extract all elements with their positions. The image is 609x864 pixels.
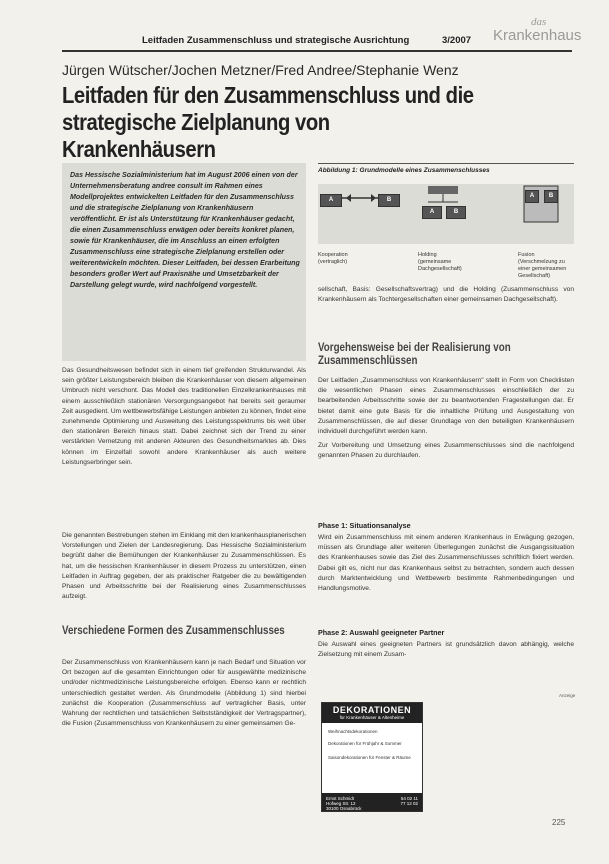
left-column-2 [62, 531, 306, 629]
journal-logo [493, 16, 582, 48]
label-fusion: Fusion (Verschmelzung zu einer gemeinsamen Gesellschaft) [518, 252, 567, 279]
paragraph: Zur Vorbereitung und Umsetzung eines Zusammenschlusses sind die nachfolgend genannten Phasen zu durchlaufen. [318, 442, 574, 460]
fusion-box-b: B [544, 190, 558, 203]
paragraph: Die Auswahl eines geeigneten Partners ist grundsätzlich davon abhängig, welche Zielsetzung mit einem Zusam- [318, 641, 574, 659]
label-holding: Holding (gemeinsame Dachgesellschaft) [418, 252, 462, 272]
paragraph: Der Leitfaden „Zusammenschluss von Krankenhäusern" stellt in Form von Checklisten die wesentlichen Phasen eines Zusammenschlusses einschließlich der zu bearbeitenden Arbeitsschritte sowie der zu beantwortenden Fragestellungen dar. Er bietet damit eine gute Basis für die inhaltliche Prüfung und Ausgestaltung von Zusammenschlüssen, die auf dieser Grundlage von den beteiligten Krankenhäusern individuell durchgeführt werden kann. [318, 377, 574, 436]
advertisement [321, 702, 423, 812]
phase-2-heading: Phase 2: Auswahl geeigneter Partner [318, 628, 445, 637]
running-header [62, 33, 562, 49]
fusion-box-a: A [525, 190, 539, 203]
left-column-3 [62, 658, 306, 813]
right-column-2 [318, 376, 574, 526]
ad-item: Dekorationen für Frühjahr & Sommer [328, 741, 402, 746]
holding-box-b: B [446, 206, 466, 219]
paragraph: Das Gesundheitswesen befindet sich in einem tief greifenden Strukturwandel. Als sein größter Leistungsbereich bleiben die Krankenhäuser von diesem allgemeinen Umbruch nicht verschont. Das Modell des traditionellen Einzelkrankenhauses mit einem ausschließlich stationären Versorgungsangebot hat bereits seit geraumer Zeit ausgedient. Um wettbewerbsfähige Leistungen anbieten zu können, findet eine zunehmende Optimierung und Ausweitung des Leistungsspektrums bis weit über den stationären Bereich hinaus statt. Dabei zeichnet sich der Trend zu einer verstärkten Vernetzung mit anderen Akteuren des Gesundheitsmarktes ab. Dies können im Einzelfall sowohl andere Krankenhäuser als auch weitere Leistungserbringer sein. [62, 367, 306, 466]
right-column-4 [318, 640, 574, 664]
holding-parent [428, 186, 458, 194]
ad-footer [322, 793, 422, 811]
logo-small-text: das [531, 16, 547, 28]
paragraph: sellschaft, Basis: Gesellschaftsvertrag) und die Holding (Zusammenschluss von Krankenhäusern als Tochtergesellschaften einer gemeinsamen Dachgesellschaft). [318, 286, 574, 304]
lead-box [62, 163, 306, 361]
ad-phone: 54 02 11 [400, 796, 418, 801]
left-column [62, 366, 306, 500]
label-kooperation: Kooperation (vertraglich) [318, 252, 348, 265]
ad-header [322, 703, 422, 723]
ad-subtitle: für Krankenhäuser & Altenheime [339, 715, 405, 720]
figure-caption: Abbildung 1: Grundmodelle eines Zusammenschlusses [318, 167, 490, 174]
ad-item: Saisondekorationen für Fenster & Räume [328, 755, 411, 760]
issue-number: 3/2007 [442, 35, 472, 46]
article-headline: Leitfaden für den Zusammenschluss und die strategische Zielplanung von Krankenhäusern [62, 82, 474, 162]
ad-street: Hofweg Str. 12 [326, 801, 356, 806]
ad-city: 30100 Osnabrück [326, 806, 362, 811]
page-number: 225 [552, 818, 566, 827]
right-column [318, 285, 574, 317]
paragraph: Die genannten Bestrebungen stehen im Einklang mit den krankenhausplanerischen Vorstellungen und Zielen der Landesregierung. Das Hessische Sozialministerium begrüßt daher die Bemühungen der Krankenhäuser zu Zusammenschlüssen. Es hat, um die hessischen Krankenhäuser in diesem Prozess zu unterstützen, einen Leitfaden in Auftrag gegeben, der als praktischer Ratgeber die zu bewältigenden Phasen und Arbeitsschritte bei der Realisierung eines Zusammenschlusses aufzeigt. [62, 532, 306, 601]
ad-company: Ernst Schmidt [326, 796, 355, 801]
kooperation-box-b: B [378, 194, 400, 207]
kooperation-box-a: A [320, 194, 342, 207]
authors: Jürgen Wütscher/Jochen Metzner/Fred Andree/Stephanie Wenz [62, 62, 459, 78]
lead-text: Das Hessische Sozialministerium hat im August 2006 einen von der Unternehmensberatung andree consult im Rahmen eines Modellprojektes entwickelten Leitfaden für den Zusammenschluss und die strategische Zielplanung von Krankenhäusern veröffentlicht. Er ist als Unterstützung für Krankenhäuser gedacht, die einen Zusammenschluss erwägen oder bereits konkret planen, sowie für Krankenhäuser, die im Anschluss an einen erfolgten Zusammenschluss eine strategische Zielplanung erstellen oder weiterentwickeln möchten. Dieser Leitfaden, bei dessen Erarbeitung besonders großer Wert auf Praxisnähe und Umsetzbarkeit der Darstellung gelegt wurde, wird nachfolgend vorgestellt. [70, 171, 300, 289]
section-heading: Vorgehensweise bei der Realisierung von Zusammenschlüssen [318, 342, 511, 367]
paragraph: Wird ein Zusammenschluss mit einem anderen Krankenhaus in Erwägung gezogen, müssen als Grundlage aller weiteren Überlegungen zunächst die Ausgangssituation des Krankenhauses sowie das Ziel des Zusammenschlusses schriftlich fixiert werden. Dabei gilt es, nicht nur das Krankenhaus selbst zu betrachten, sondern auch dessen durch Marktentwicklung und Wettbewerb bestimmte Rahmenbedingungen und Handlungsmotive. [318, 534, 574, 593]
ad-fax: 77 12 02 [400, 801, 418, 806]
ad-label: Anzeige [559, 693, 576, 698]
ad-title: DEKORATIONEN [332, 705, 412, 715]
logo-name: Krankenhaus [493, 27, 582, 44]
figure-1 [318, 163, 574, 284]
right-column-3 [318, 533, 574, 633]
ad-item: Weihnachtsdekorationen [328, 729, 378, 734]
section-heading: Verschiedene Formen des Zusammenschlusses [62, 625, 285, 637]
holding-box-a: A [422, 206, 442, 219]
phase-1-heading: Phase 1: Situationsanalyse [318, 521, 411, 530]
running-title: Leitfaden Zusammenschluss und strategische Ausrichtung [142, 35, 410, 46]
paragraph: Der Zusammenschluss von Krankenhäusern kann je nach Bedarf und Situation vor Ort bezogen auf die gesamten Einrichtungen oder für ausgewählte medizinische und/oder nichtmedizinische Leistungsbereiche erfolgen. Ebenso kann er rechtlich unterschiedlich gestaltet werden. Als Grundmodelle (Abbildung 1) sind hierbei zunächst die Kooperation (Zusammenschluss auf vertraglicher Basis, unter Wahrung der rechtlichen und tatsächlichen Selbstständigkeit der Vertragspartner), die Fusion (Zusammenschluss von Krankenhäusern zu einer gemeinsamen Ge- [62, 659, 306, 728]
header-rule [62, 50, 572, 52]
